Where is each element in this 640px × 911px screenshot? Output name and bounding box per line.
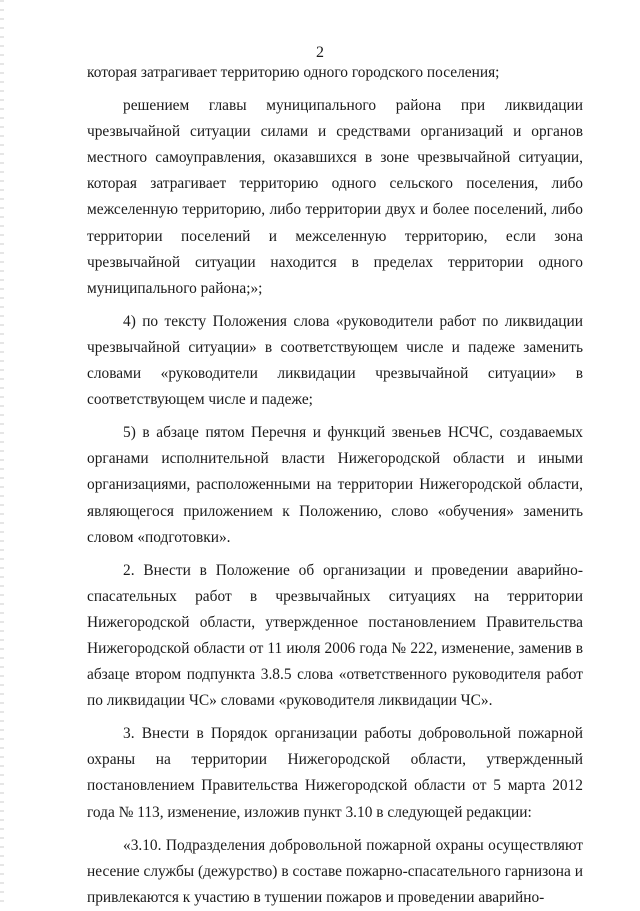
paragraph-section-3: 3. Внести в Порядок организации работы добровольной пожарной охраны на территории Нижегородской области, утвержденный постановлением Правительства Нижегородской области от 5 марта 2012 года № 113, изменение, изложив пункт 3.10 в следующей редакции: (87, 725, 583, 821)
document-body (87, 60, 583, 911)
paragraph-clause-3-10: «3.10. Подразделения добровольной пожарной охраны осуществляют несение службы (дежурство) в составе пожарно-спасательного гарнизона и привлекаются к участию в тушении пожаров и проведении аварийно- (87, 836, 583, 906)
paragraph-item-5: 5) в абзаце пятом Перечня и функций звеньев НСЧС, создаваемых органами исполнительной власти Нижегородской области и иными организациями, расположенными на территории Нижегородской области, являющегося приложением к Положению, слово «обучения» заменить словом «подготовки». (87, 424, 583, 546)
paragraph-continuation: которая затрагивает территорию одного городского поселения; (87, 64, 500, 81)
paragraph-section-2: 2. Внести в Положение об организации и проведении аварийно-спасательных работ в чрезвычайных ситуациях на территории Нижегородской области, утвержденное постановлением Правительства Нижегородской области от 11 июля 2006 года № 222, изменение, заменив в абзаце втором подпункта 3.8.5 слова «ответственного руководителя работ по ликвидации ЧС» словами «руководителя ликвидации ЧС». (87, 561, 583, 710)
scan-edge-marks (0, 0, 4, 905)
paragraph-item-4: 4) по тексту Положения слова «руководители работ по ликвидации чрезвычайной ситуации» в соответствующем числе и падеже заменить словами «руководители ликвидации чрезвычайной ситуации» в соответствующем числе и падеже; (87, 312, 583, 409)
page-number: 2 (316, 44, 324, 61)
paragraph-municipal-head-decision: решением главы муниципального района при ликвидации чрезвычайной ситуации силами и средствами организаций и органов местного самоуправления, оказавшихся в зоне чрезвычайной ситуации, которая затрагивает территорию одного сельского поселения, либо межселенную территорию, либо территории двух и более поселений, либо территории поселений и межселенную территорию, если зона чрезвычайной ситуации находится в пределах территории одного муниципального района;»; (87, 97, 583, 297)
